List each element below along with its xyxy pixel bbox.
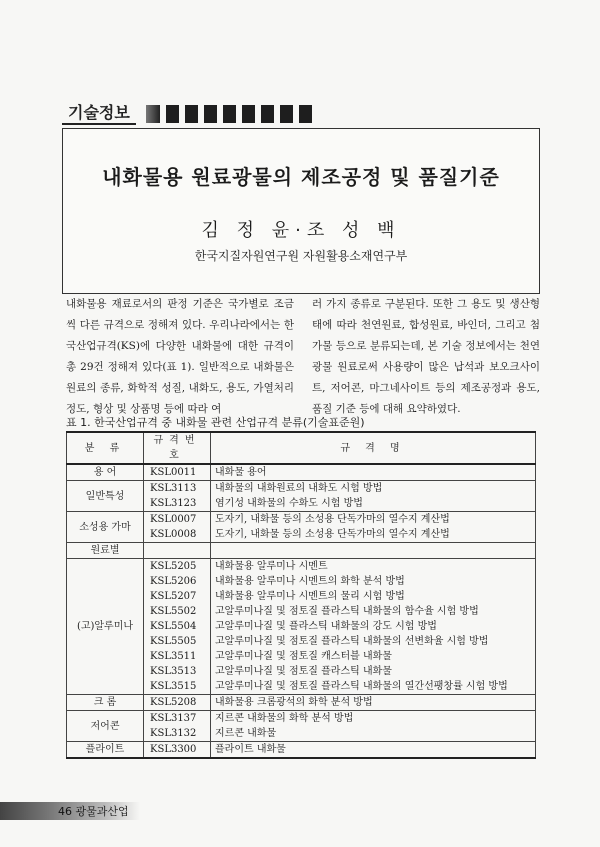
cell-category: 용 어	[67, 464, 144, 481]
standard-name: 고알루미나질 및 점토질 플라스틱 내화물의 열간선팽창률 시험 방법	[215, 681, 508, 692]
standard-name: 고알루미나질 및 점토질 플라스틱 내화물의 선변화율 시험 방법	[215, 636, 489, 647]
header-code: 규격번호	[144, 432, 211, 464]
section-tag-label: 기술정보	[62, 103, 136, 125]
table-row	[67, 742, 536, 759]
standard-code: KSL0007	[150, 514, 197, 525]
standard-code: KSL5504	[150, 621, 197, 632]
header-name: 규 격 명	[211, 432, 536, 464]
title-box	[62, 128, 540, 294]
standard-name: 도자기, 내화물 등의 소성용 단독가마의 열수지 계산법	[215, 514, 450, 525]
article-title: 내화물용 원료광물의 제조공정 및 품질기준	[102, 165, 500, 189]
cell-names	[211, 464, 536, 481]
standard-code: KSL3300	[150, 744, 197, 755]
standard-name: 도자기, 내화물 등의 소성용 단독가마의 열수지 계산법	[215, 529, 450, 540]
cell-names	[211, 695, 536, 711]
standard-code: KSL5206	[150, 576, 197, 587]
standard-name: 염기성 내화물의 수화도 시험 방법	[215, 498, 363, 509]
body-text-left: 내화물용 재료로서의 판정 기준은 국가별로 조금씩 다른 규격으로 정해져 있다. 우리나라에서는 한국산업규격(KS)에 다양한 내화물에 대한 규격이 총 29건 정해져 있다(표 1). 일반적으로 내화물은 원료의 종류, 화학적 성질, 내화도, 용도, 가열처리 정도, 형상 및 상품명 등에 따라 여	[66, 298, 294, 415]
cell-codes	[144, 742, 211, 759]
table-row	[67, 512, 536, 543]
table-row	[67, 481, 536, 512]
article-author: 김 정 윤·조 성 백	[201, 220, 401, 241]
header-category: 분 류	[67, 432, 144, 464]
cell-category: 소성용 가마	[67, 512, 144, 543]
standard-code: KSL5502	[150, 606, 197, 617]
page-footer	[0, 802, 140, 820]
cell-codes	[144, 512, 211, 543]
standard-name: 플라이트 내화물	[215, 744, 286, 755]
standard-code: KSL3132	[150, 728, 197, 739]
table-caption: 표 1. 한국산업규격 중 내화물 관련 산업규격 분류(기술표준원)	[66, 416, 365, 429]
standard-name: 고알루미나질 및 점토질 플라스틱 내화물의 함수율 시험 방법	[215, 606, 479, 617]
cell-category: 원료별	[67, 543, 144, 559]
body-text-right: 러 가지 종류로 구분된다. 또한 그 용도 및 생산형태에 따라 천연원료, 합성원료, 바인더, 그리고 첨가물 등으로 분류되는데, 본 기술 정보에서는 천연광물 원료로써 사용량이 많은 납석과 보오크사이트, 저어콘, 마그네사이트 등의 제조공정과 용도, 품질 기준 등에 대해 요약하였다.	[312, 298, 540, 415]
cell-category: 일반특성	[67, 481, 144, 512]
cell-codes	[144, 695, 211, 711]
cell-codes	[144, 481, 211, 512]
table-row	[67, 711, 536, 742]
standard-code: KSL5207	[150, 591, 197, 602]
cell-category: (고)알루미나	[67, 559, 144, 695]
table-row	[67, 559, 536, 695]
table-header-row	[67, 432, 536, 464]
cell-names	[211, 711, 536, 742]
standard-name: 고알루미나질 및 플라스틱 내화물의 강도 시험 방법	[215, 621, 437, 632]
cell-category: 크 롬	[67, 695, 144, 711]
standard-code: KSL3511	[150, 651, 197, 662]
cell-category: 플라이트	[67, 742, 144, 759]
standard-name: 내화물용 알루미나 시멘트의 화학 분석 방법	[215, 576, 405, 587]
standard-code: KSL5505	[150, 636, 197, 647]
table-group-row	[67, 543, 536, 559]
standard-code: KSL3137	[150, 713, 197, 724]
cell-names	[211, 559, 536, 695]
standards-table	[66, 431, 536, 759]
standard-name: 고알루미나질 및 점토질 플라스틱 내화물	[215, 666, 392, 677]
cell-names	[211, 481, 536, 512]
standard-name: 내화물용 알루미나 시멘트	[215, 561, 328, 572]
standard-name: 내화물용 알루미나 시멘트의 물리 시험 방법	[215, 591, 405, 602]
cell-codes	[144, 543, 211, 559]
cell-names	[211, 543, 536, 559]
table-row	[67, 464, 536, 481]
table-row	[67, 695, 536, 711]
section-tag-decoration	[146, 105, 312, 123]
cell-names	[211, 512, 536, 543]
cell-codes	[144, 711, 211, 742]
cell-category: 저어콘	[67, 711, 144, 742]
standard-name: 고알루미나질 및 점토질 캐스터블 내화물	[215, 651, 392, 662]
standard-code: KSL0008	[150, 529, 197, 540]
standard-code: KSL0011	[150, 467, 197, 478]
standard-code: KSL3113	[150, 483, 197, 494]
standard-name: 지르콘 내화물의 화학 분석 방법	[215, 713, 354, 724]
author-affiliation: 한국지질자원연구원 자원활용소재연구부	[194, 249, 408, 263]
page-number: 46 광물과산업	[58, 805, 129, 818]
cell-codes	[144, 559, 211, 695]
standard-name: 지르콘 내화물	[215, 728, 277, 739]
section-tag	[62, 103, 312, 125]
standard-code: KSL3123	[150, 498, 197, 509]
standard-code: KSL3515	[150, 681, 197, 692]
standard-name: 내화물용 크롬광석의 화학 분석 방법	[215, 697, 373, 708]
cell-codes	[144, 464, 211, 481]
standard-name: 내화물의 내화원료의 내화도 시험 방법	[215, 483, 383, 494]
standard-code: KSL5208	[150, 697, 197, 708]
standard-code: KSL3513	[150, 666, 197, 677]
cell-names	[211, 742, 536, 759]
standard-code: KSL5205	[150, 561, 197, 572]
standard-name: 내화물 용어	[215, 467, 267, 478]
